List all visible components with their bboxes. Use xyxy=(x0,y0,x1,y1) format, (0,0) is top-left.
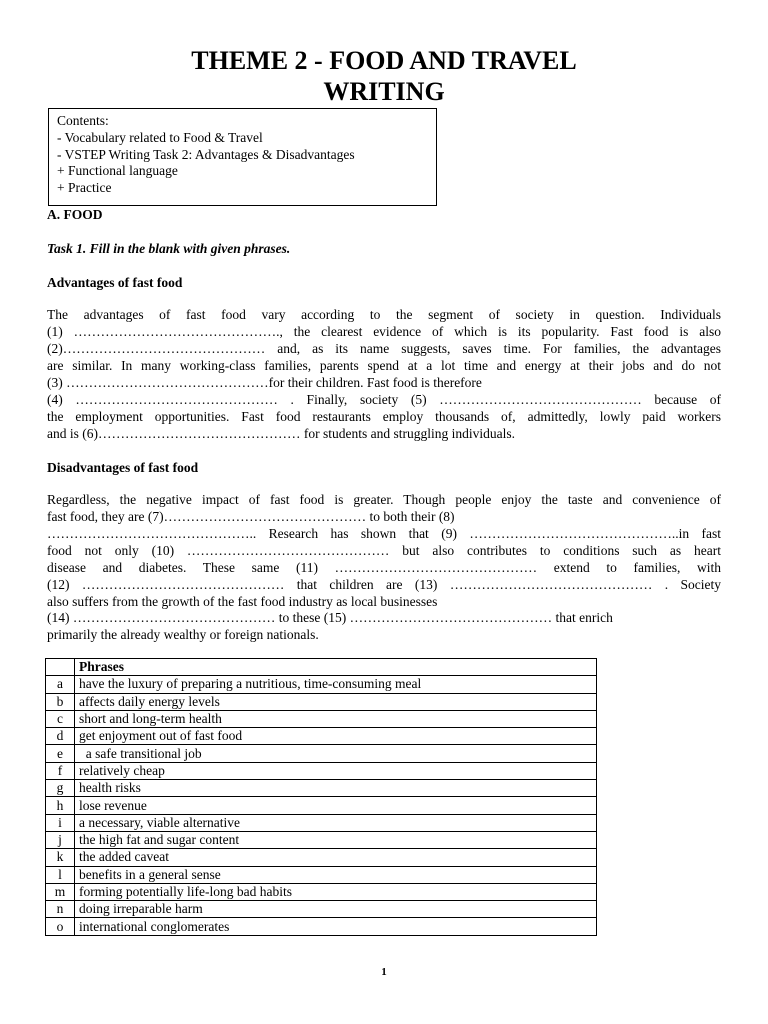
advantages-heading: Advantages of fast food xyxy=(47,275,183,290)
contents-item: + Functional language xyxy=(57,163,178,179)
row-phrase: international conglomerates xyxy=(75,918,597,935)
contents-item: + Practice xyxy=(57,180,112,196)
disadvantages-line: disease and diabetes. These same (11) ……………………………………… extend to families, with xyxy=(47,560,721,575)
table-header-row xyxy=(46,659,597,676)
phrases-column-header: Phrases xyxy=(75,659,597,676)
row-letter: d xyxy=(46,728,75,745)
contents-item: - Vocabulary related to Food & Travel xyxy=(57,129,263,145)
table-row xyxy=(46,710,597,727)
contents-heading: Contents: xyxy=(57,113,109,128)
page-title-line-1: THEME 2 - FOOD AND TRAVEL xyxy=(191,46,577,75)
row-letter: c xyxy=(46,710,75,727)
disadvantages-line: food not only (10) ……………………………………… but also contributes to conditions such as heart xyxy=(47,543,721,558)
advantages-line: (4) ……………………………………… . Finally, society (5) ……………………………………… because of xyxy=(47,392,721,407)
row-letter: o xyxy=(46,918,75,935)
row-phrase: benefits in a general sense xyxy=(75,866,597,883)
row-letter: f xyxy=(46,762,75,779)
advantages-line: are similar. In many working-class families, parents spend at a lot time and energy at their jobs and do not xyxy=(47,358,721,373)
row-phrase: affects daily energy levels xyxy=(75,693,597,710)
section-a-heading: A. FOOD xyxy=(47,207,103,222)
page-number: 1 xyxy=(381,966,387,978)
table-row xyxy=(46,849,597,866)
row-letter: e xyxy=(46,745,75,762)
table-row xyxy=(46,866,597,883)
row-phrase: relatively cheap xyxy=(75,762,597,779)
row-letter: l xyxy=(46,866,75,883)
disadvantages-line: fast food, they are (7)……………………………………… to both their (8) xyxy=(47,509,455,524)
row-letter: k xyxy=(46,849,75,866)
table-row xyxy=(46,745,597,762)
row-phrase: lose revenue xyxy=(75,797,597,814)
disadvantages-line: (12) ……………………………………… that children are (13) ……………………………………… . Society xyxy=(47,577,721,592)
contents-item: - VSTEP Writing Task 2: Advantages & Disadvantages xyxy=(57,146,355,162)
row-phrase: the added caveat xyxy=(75,849,597,866)
table-row xyxy=(46,918,597,935)
row-letter: m xyxy=(46,883,75,900)
row-phrase: doing irreparable harm xyxy=(75,901,597,918)
disadvantages-line: ……………………………………….. Research has shown that (9) ………………………………………..in fast xyxy=(47,526,721,541)
advantages-line: the employment opportunities. Fast food restaurants employ thousands of, admittedly, lowly paid workers xyxy=(47,409,721,424)
row-letter: h xyxy=(46,797,75,814)
table-row xyxy=(46,814,597,831)
disadvantages-line: Regardless, the negative impact of fast food is greater. Though people enjoy the taste and convenience of xyxy=(47,492,721,507)
row-phrase: get enjoyment out of fast food xyxy=(75,728,597,745)
advantages-line: The advantages of fast food vary according to the segment of society in question. Individuals xyxy=(47,307,721,322)
row-phrase: a safe transitional job xyxy=(75,745,597,762)
table-row xyxy=(46,676,597,693)
advantages-line: (1) ………………………………………., the clearest evidence of which is its popularity. Fast food is also xyxy=(47,324,721,339)
disadvantages-line: (14) ……………………………………… to these (15) ……………………………………… that enrich xyxy=(47,610,613,625)
page-title-line-2: WRITING xyxy=(323,77,445,106)
row-phrase: the high fat and sugar content xyxy=(75,831,597,848)
contents-box xyxy=(48,108,437,206)
row-phrase: health risks xyxy=(75,780,597,797)
advantages-line: (2)……………………………………… and, as its name suggests, saves time. For families, the advantages xyxy=(47,341,721,356)
table-row xyxy=(46,762,597,779)
task-1-instruction: Task 1. Fill in the blank with given phrases. xyxy=(47,241,291,256)
table-row xyxy=(46,883,597,900)
table-row xyxy=(46,780,597,797)
row-letter: g xyxy=(46,780,75,797)
phrases-table xyxy=(45,658,597,936)
table-row xyxy=(46,831,597,848)
row-phrase: have the luxury of preparing a nutritious, time-consuming meal xyxy=(75,676,597,693)
advantages-line: and is (6)……………………………………… for students and struggling individuals. xyxy=(47,426,515,441)
letter-column-header xyxy=(46,659,75,676)
table-row xyxy=(46,797,597,814)
disadvantages-line: also suffers from the growth of the fast food industry as local businesses xyxy=(47,594,438,609)
row-phrase: short and long-term health xyxy=(75,710,597,727)
row-letter: b xyxy=(46,693,75,710)
row-phrase: a necessary, viable alternative xyxy=(75,814,597,831)
disadvantages-heading: Disadvantages of fast food xyxy=(47,460,199,475)
table-row xyxy=(46,693,597,710)
table-row xyxy=(46,901,597,918)
row-letter: n xyxy=(46,901,75,918)
row-phrase: forming potentially life-long bad habits xyxy=(75,883,597,900)
row-letter: j xyxy=(46,831,75,848)
advantages-line: (3) ………………………………………for their children. Fast food is therefore xyxy=(47,375,482,390)
disadvantages-line: primarily the already wealthy or foreign nationals. xyxy=(47,627,319,642)
table-row xyxy=(46,728,597,745)
row-letter: i xyxy=(46,814,75,831)
row-letter: a xyxy=(46,676,75,693)
